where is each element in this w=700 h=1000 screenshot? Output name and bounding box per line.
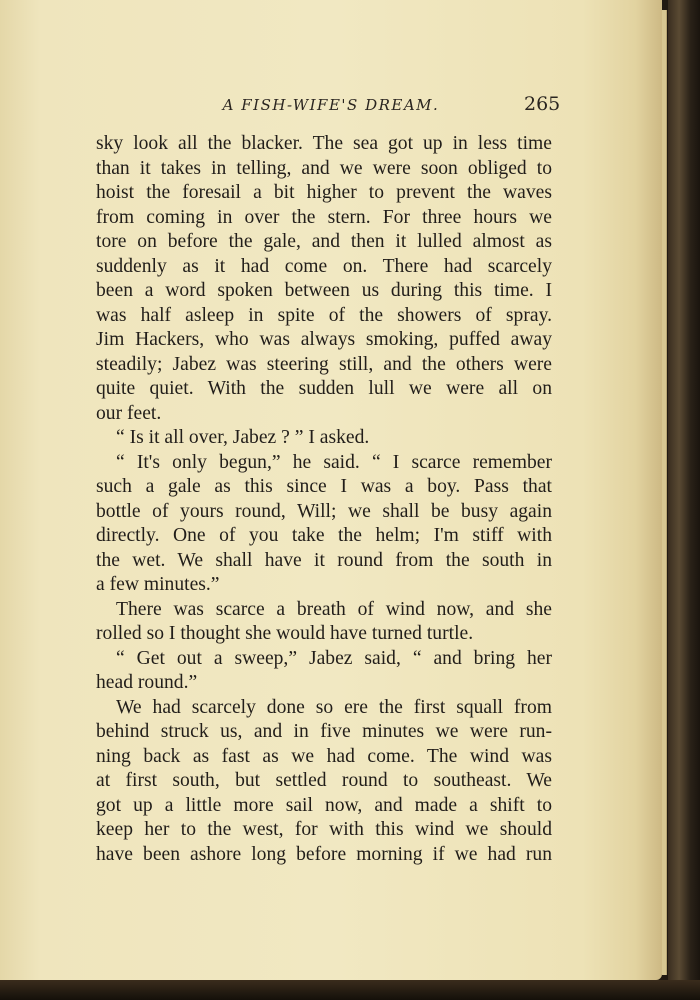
- text-line: “ Get out a sweep,” Jabez said, “ and bring her: [116, 647, 552, 669]
- text-line: “ Is it all over, Jabez ? ” I asked.: [116, 427, 370, 448]
- text-line: at first south, but settled round to southeast. We: [96, 770, 552, 791]
- text-line: We had scarcely done so ere the first squall from: [116, 696, 552, 718]
- text-line: keep her to the west, for with this wind we should: [96, 819, 552, 840]
- running-head-title: A FISH-WIFE'S DREAM.: [222, 96, 440, 114]
- text-line: got up a little more sail now, and made a shift to: [96, 794, 552, 816]
- text-line: a few minutes.”: [96, 574, 220, 595]
- body-text: [96, 132, 552, 867]
- text-line: rolled so I thought she would have turned turtle.: [96, 623, 474, 644]
- text-line: sky look all the blacker. The sea got up in less time: [96, 133, 552, 154]
- book-binding: [668, 0, 700, 1000]
- text-line: than it takes in telling, and we were soon obliged to: [96, 157, 552, 179]
- text-line: ning back as fast as we had come. The wind was: [96, 745, 552, 767]
- text-line: such a gale as this since I was a boy. Pass that: [96, 476, 552, 497]
- text-line: quite quiet. With the sudden lull we were all on: [96, 378, 552, 399]
- text-line: our feet.: [96, 402, 162, 424]
- text-line: been a word spoken between us during this time. I: [96, 280, 552, 301]
- text-line: suddenly as it had come on. There had scarcely: [96, 255, 552, 277]
- text-line: Jim Hackers, who was always smoking, puffed away: [96, 329, 552, 350]
- text-line: hoist the foresail a bit higher to prevent the waves: [96, 182, 552, 203]
- text-line: have been ashore long before morning if we had run: [96, 843, 552, 865]
- text-line: There was scarce a breath of wind now, and she: [116, 598, 552, 620]
- text-line: the wet. We shall have it round from the south in: [96, 549, 552, 571]
- text-line: was half asleep in spite of the showers of spray.: [96, 304, 552, 326]
- text-line: bottle of yours round, Will; we shall be busy again: [96, 500, 552, 522]
- text-line: directly. One of you take the helm; I'm stiff with: [96, 525, 552, 546]
- book-cover-edge: [0, 980, 700, 1000]
- text-line: head round.”: [96, 672, 198, 693]
- text-line: tore on before the gale, and then it lulled almost as: [96, 231, 552, 252]
- text-line: behind struck us, and in five minutes we were run-: [96, 721, 552, 742]
- text-line: steadily; Jabez was steering still, and the others were: [96, 353, 552, 375]
- running-head: [0, 92, 662, 120]
- text-line: from coming in over the stern. For three hours we: [96, 206, 552, 228]
- page-edge: [662, 10, 667, 975]
- text-line: “ It's only begun,” he said. “ I scarce remember: [116, 451, 552, 473]
- page-number: 265: [524, 93, 561, 115]
